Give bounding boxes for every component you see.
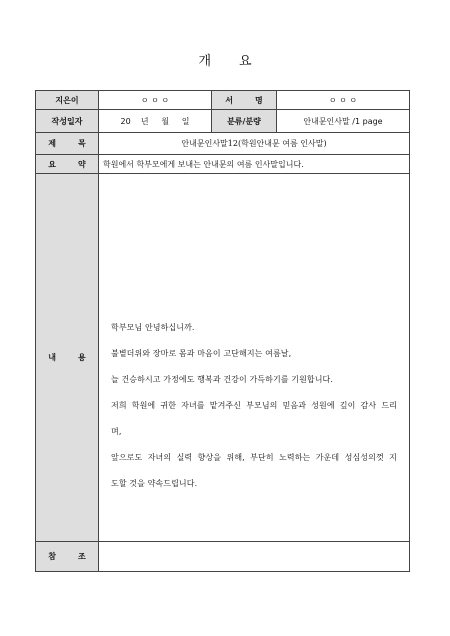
author-label: 지은이 [36, 91, 99, 110]
category-label: 분류/분량 [212, 110, 277, 133]
date-label: 작성일자 [36, 110, 99, 133]
content-line: 학부모님 안녕하십니까. [111, 323, 195, 332]
content-line: 저희 학원에 귀한 자녀를 맡겨주신 부모님의 믿음과 성원에 깊이 감사 드리 [111, 401, 397, 410]
content-body [103, 218, 405, 497]
content-cell [99, 174, 410, 542]
reference-label-b: 조 [78, 552, 86, 561]
content-line: 도할 것을 약속드립니다. [111, 479, 198, 488]
reference-row [36, 542, 410, 572]
summary-label-a: 요 [48, 159, 56, 169]
signature-label-b: 명 [255, 95, 263, 105]
summary-row [36, 155, 410, 174]
title-char-right: 요 [239, 54, 252, 69]
date-month-unit: 월 [161, 116, 170, 126]
content-row [36, 174, 410, 542]
date-year-unit: 년 [140, 116, 149, 126]
author-value: ㅇ ㅇ ㅇ [99, 91, 212, 110]
title-char-left: 개 [198, 54, 211, 69]
signature-label-a: 서 [225, 95, 233, 105]
category-value: 안내문인사말 /1 page [277, 110, 410, 133]
date-year: 20 [120, 116, 131, 126]
content-label [36, 174, 99, 542]
content-label-a: 내 [48, 353, 56, 362]
date-value [99, 110, 212, 133]
subject-label-a: 제 [48, 139, 56, 148]
author-row [36, 91, 410, 110]
content-line: 며, [111, 427, 122, 436]
reference-value [99, 542, 410, 572]
date-day-unit: 일 [181, 116, 190, 126]
subject-value: 안내문인사말12(학원안내문 여름 인사말) [99, 133, 410, 155]
summary-label-b: 약 [78, 159, 86, 169]
content-line: 불볕더위와 장마로 몸과 마음이 고단해지는 여름날, [111, 349, 292, 358]
summary-table [35, 90, 410, 572]
signature-value: ㅇ ㅇ ㅇ [277, 91, 410, 110]
content-label-b: 용 [78, 353, 86, 362]
document-title [0, 50, 450, 69]
subject-label-b: 목 [78, 139, 86, 148]
reference-label-a: 참 [48, 552, 56, 561]
reference-label [36, 542, 99, 572]
subject-label [36, 133, 99, 155]
content-line: 앞으로도 자녀의 실력 향상을 위해, 부단히 노력하는 가운데 성심성의껏 지 [111, 453, 397, 462]
content-line: 늘 건승하시고 가정에도 행복과 건강이 가득하기를 기원합니다. [111, 375, 334, 384]
signature-label [212, 91, 277, 110]
subject-row [36, 133, 410, 155]
summary-value: 학원에서 학부모에게 보내는 안내문의 여름 인사말입니다. [99, 155, 410, 174]
summary-label [36, 155, 99, 174]
date-row [36, 110, 410, 133]
